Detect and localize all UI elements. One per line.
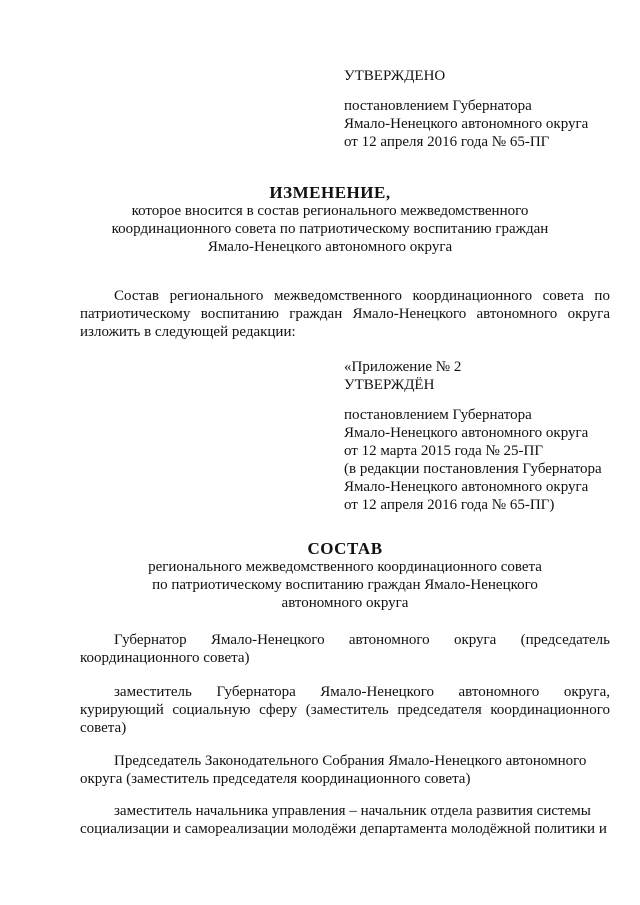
composition-title: СОСТАВ: [307, 539, 383, 558]
word: (заместитель: [305, 702, 389, 718]
word: регионального: [169, 288, 264, 304]
approval-line: Ямало-Ненецкого автономного округа: [344, 116, 589, 132]
composition-subtitle-line: регионального межведомственного координационного совета: [148, 559, 542, 575]
appendix-line: постановлением Губернатора: [344, 407, 532, 423]
appendix-line: (в редакции постановления Губернатора: [344, 461, 602, 477]
word: автономного: [476, 306, 558, 322]
appendix-line: от 12 апреля 2016 года № 65-ПГ): [344, 497, 555, 513]
word: Губернатора: [216, 684, 296, 700]
word: координационного: [490, 702, 610, 718]
change-title: ИЗМЕНЕНИЕ,: [269, 183, 391, 202]
appendix-block: [344, 358, 624, 514]
intro-paragraph: [80, 287, 610, 341]
word: заместитель: [114, 684, 192, 700]
appendix-line: от 12 марта 2015 года № 25-ПГ: [344, 443, 544, 459]
approval-block: [344, 67, 624, 151]
word: Ямало-Ненецкого: [320, 684, 434, 700]
word: Состав: [114, 288, 160, 304]
word: Губернатор: [114, 632, 187, 648]
appendix-line: Ямало-Ненецкого автономного округа: [344, 479, 589, 495]
appendix-number: «Приложение № 2: [344, 359, 462, 375]
word: автономного: [458, 684, 540, 700]
word: межведомственного: [273, 288, 402, 304]
word: социальную: [172, 702, 251, 718]
intro-line-2: [80, 305, 610, 323]
member-line: [80, 701, 610, 719]
word: округа: [567, 306, 610, 322]
intro-line-3: изложить в следующей редакции:: [80, 324, 296, 340]
member-line: заместитель начальника управления – начальник отдела развития системы: [114, 803, 591, 819]
member-line: [80, 683, 610, 701]
member-entry: [80, 631, 610, 667]
member-line: [80, 631, 610, 649]
word: председателя: [397, 702, 482, 718]
member-line: социализации и самореализации молодёжи департамента молодёжной политики и: [80, 821, 607, 837]
member-line: округа (заместитель председателя координационного совета): [80, 771, 471, 787]
intro-line-1: [80, 287, 610, 305]
word: по: [594, 288, 610, 304]
composition-heading: [80, 540, 610, 612]
member-line: Председатель Законодательного Собрания Ямало-Ненецкого автономного: [114, 753, 587, 769]
change-subtitle-line: которое вносится в состав регионального межведомственного: [131, 203, 529, 219]
word: граждан: [289, 306, 343, 322]
composition-subtitle-line: автономного округа: [281, 595, 409, 611]
word: курирующий: [80, 702, 164, 718]
appendix-approved: УТВЕРЖДЁН: [344, 377, 435, 393]
member-entry: [80, 752, 610, 788]
word: Ямало-Ненецкого: [352, 306, 467, 322]
word: Ямало-Ненецкого: [210, 632, 325, 648]
change-subtitle-line: координационного совета по патриотическому воспитанию граждан: [111, 221, 549, 237]
member-entry: [80, 683, 610, 737]
word: (председатель: [520, 632, 610, 648]
change-heading: [80, 184, 580, 256]
word: сферу: [259, 702, 298, 718]
approval-line: от 12 апреля 2016 года № 65-ПГ: [344, 134, 550, 150]
composition-subtitle-line: по патриотическому воспитанию граждан Ямало-Ненецкого: [152, 577, 538, 593]
word: воспитанию: [200, 306, 279, 322]
word: координационного: [412, 288, 533, 304]
approval-line: постановлением Губернатора: [344, 98, 532, 114]
member-line: координационного совета): [80, 650, 250, 666]
change-subtitle-line: Ямало-Ненецкого автономного округа: [207, 239, 453, 255]
word: патриотическому: [80, 306, 191, 322]
member-entry: [80, 802, 610, 838]
word: совета: [542, 288, 584, 304]
member-line: совета): [80, 720, 127, 736]
approval-title: УТВЕРЖДЕНО: [344, 68, 446, 84]
word: автономного: [348, 632, 430, 648]
word: округа: [453, 632, 497, 648]
word: округа,: [563, 684, 610, 700]
appendix-line: Ямало-Ненецкого автономного округа: [344, 425, 589, 441]
